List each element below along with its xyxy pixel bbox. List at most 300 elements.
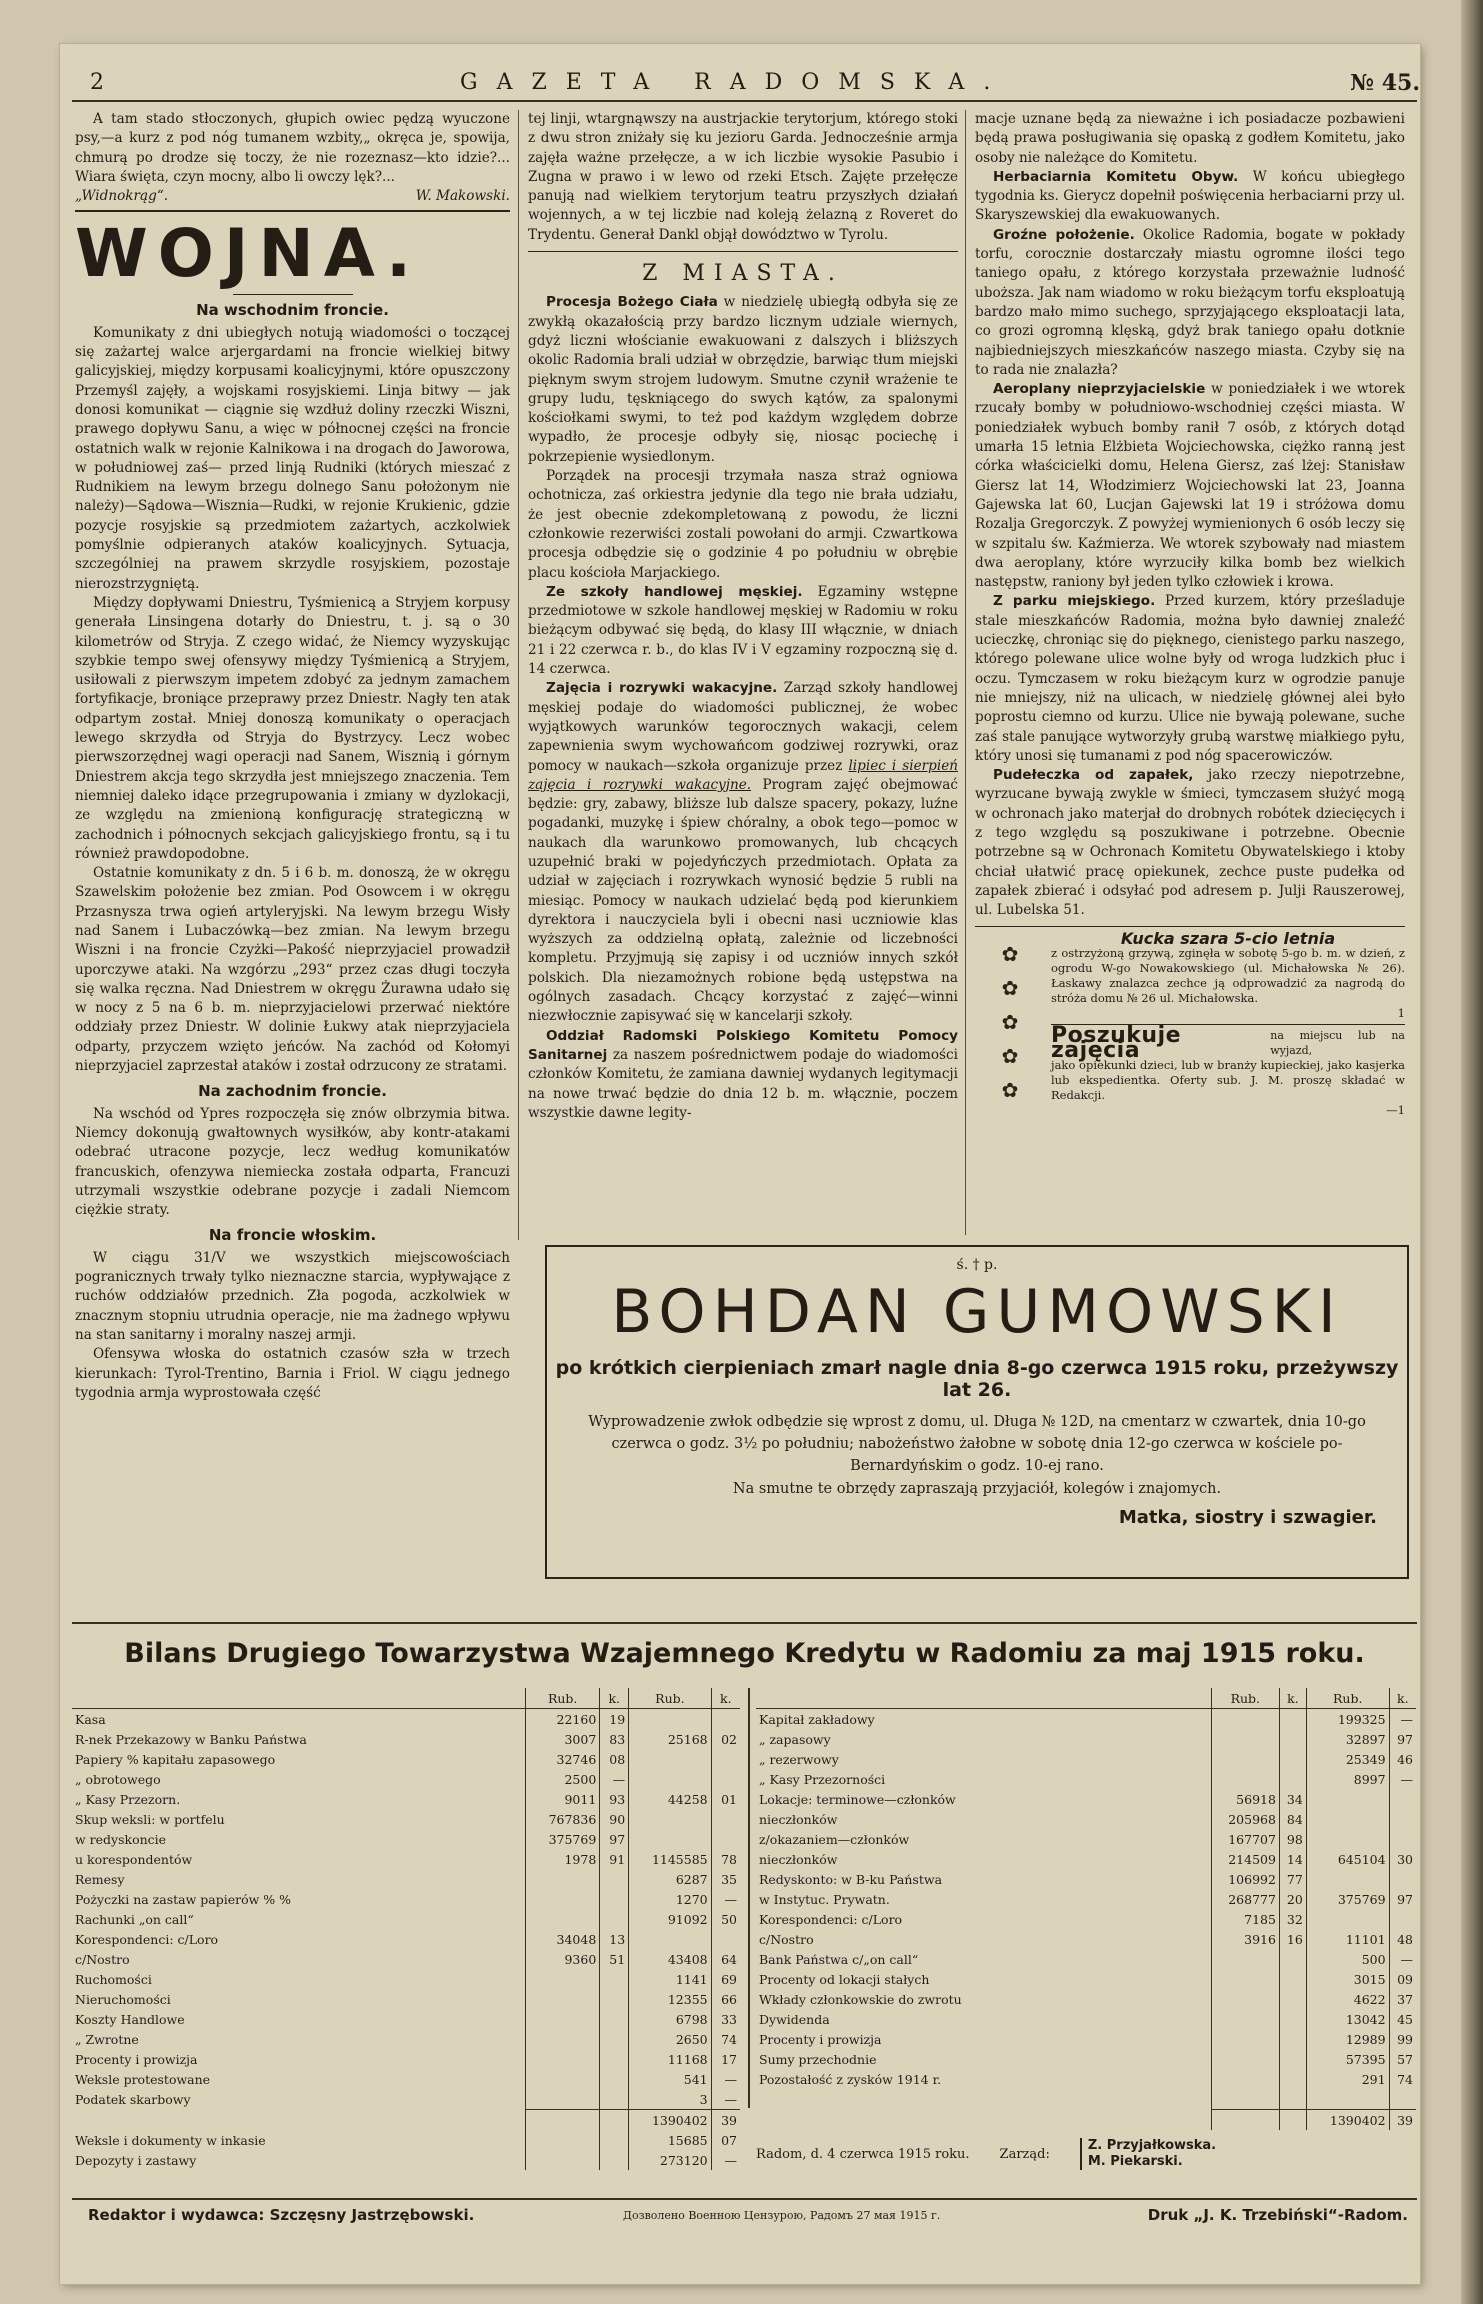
east-paragraph: Między dopływami Dniestru, Tyśmienicą a Stryjem korpusy generała Linsingena dotarły do Dniestru, t. j. są o 30 kilometrów od Stryja. Z czego widać, że Niemcy wyzyskując szybkie tempo swej ofensywy między Tyśmienicą a Stryjem, usiłowali z pierwszym impetem zdobyć za jednym zamachem fortyfikacje, broniące przeprawy przez Dniestr. Nagły ten atak odpartym został. Mniej donoszą komunikaty o operacjach lewego skrzydła od Stryja do Bystrzycy. Lecz wobec pierwszorzędnej wagi operacji nad Sanem, Wisznią i górnym Dniestrem akcja tego skrzydła jest mniejszego znaczenia. Tem niemniej daleko idące przegrupowania i zmiany w dyzlokacji, ze względu na zmienioną konfigurację strategiczną w zachodnich i północnych sekcjach galicyjskiego frontu, są i tu również prawdopodobne. [75,594,510,862]
balance-row [756,1829,1416,1849]
city-italic: lipiec i sierpień zajęcia i rozrywki wakacyjne. [528,757,959,793]
rub-value [1211,2110,1279,2131]
rub-value [1211,2089,1279,2110]
kop-value [1279,2089,1306,2110]
rub-total: 2650 [629,2029,711,2049]
balance-row [756,2049,1416,2069]
kop-total: 33 [711,2009,740,2029]
kop-total [1389,1809,1416,1829]
kop-value: 34 [1279,1789,1306,1809]
rub-value [1211,2049,1279,2069]
k-header: k. [1279,1688,1306,1709]
kop-total: 35 [711,1869,740,1889]
kop-value: — [600,1769,629,1789]
balance-label: Weksle protestowane [75,2071,211,2087]
rub-total: 1145585 [629,1849,711,1869]
balance-row [72,2069,740,2089]
city-paragraph [975,766,1405,920]
balance-label: Podatek skarbowy [75,2091,191,2107]
rub-total: 291 [1306,2069,1389,2089]
rub-value [526,2049,600,2069]
rub-value: 3916 [1211,1929,1279,1949]
rub-total: 32897 [1306,1729,1389,1749]
flower-icon: ✿ [1001,942,1019,967]
kop-total: — [1389,1949,1416,1969]
balance-liabilities [756,1688,1416,2170]
balance-label: Remesy [75,1871,125,1887]
balance-label: nieczłonków [759,1811,838,1827]
balance-label: Depozyty i zastawy [75,2152,197,2168]
classified-ads [975,931,1405,1118]
kop-value [600,2130,629,2150]
kop-value [600,1869,629,1889]
balance-row [756,2069,1416,2089]
rub-value: 9011 [526,1789,600,1809]
rub-total: 25349 [1306,1749,1389,1769]
balance-label: Nieruchomości [75,1991,171,2007]
rub-total [1306,1829,1389,1849]
balance-row [72,1769,740,1789]
kop-value [600,1989,629,2009]
kop-total [711,1829,740,1849]
rub-total: 1141 [629,1969,711,1989]
kop-total: 17 [711,2049,740,2069]
balance-row [72,2089,740,2110]
rub-value [526,2130,600,2150]
page-footer [88,2206,1408,2236]
balance-row [72,1929,740,1949]
kop-total [711,1749,740,1769]
italy-paragraph: Ofensywa włoska do ostatnich czasów szła w trzech kierunkach: Tyrol-Trentino, Barnia i Friol. W ciągu jednego tygodnia armja wyprostowała część [75,1346,510,1401]
board-label: Zarząd: [999,2146,1050,2162]
obituary-line: po krótkich cierpieniach zmarł nagle dnia 8-go czerwca 1915 roku, przeżywszy lat 26. [555,1357,1399,1401]
rub-value [1211,1729,1279,1749]
kop-total: 78 [711,1849,740,1869]
balance-label: Weksle i dokumenty w inkasie [75,2132,266,2148]
rub-total [629,1769,711,1789]
column-divider [518,110,519,1240]
kop-total: 97 [1389,1729,1416,1749]
header-rule [72,100,1417,102]
rub-value [1211,1969,1279,1989]
kop-value: 91 [600,1849,629,1869]
city-lead: Herbaciarnia Komitetu Obyw. [993,168,1239,185]
balance-row [756,1909,1416,1929]
city-heading: Z MIASTA. [642,261,844,287]
rub-total: 12355 [629,1989,711,2009]
kop-value [1279,1989,1306,2009]
assets-table [72,1688,740,2170]
rub-value [526,2110,600,2131]
balance-title: Bilans Drugiego Towarzystwa Wzajemnego Kredytu w Radomiu za maj 1915 roku. [124,1638,1365,1669]
rub-value [1211,1769,1279,1789]
balance-row [756,1769,1416,1789]
balance-label: Procenty od lokacji stałych [759,1971,930,1987]
balance-row [756,1949,1416,1969]
flower-ornament [975,931,1045,1118]
balance-label: c/Nostro [75,1951,130,1967]
balance-label: z/okazaniem—członków [759,1831,910,1847]
flower-icon: ✿ [1001,976,1019,1001]
balance-row [72,1849,740,1869]
rub-value: 268777 [1211,1889,1279,1909]
balance-label: Kasa [75,1711,106,1727]
kop-value: 32 [1279,1909,1306,1929]
kop-value [600,2110,629,2131]
balance-label: Koszty Handlowe [75,2011,185,2027]
city-text: Program zajęć obejmować będzie: gry, zabawy, bliższe lub dalsze spacery, pokazy, luźne pogadanki, muzykę i śpiew chóralny, a obok tego—pomoc w naukach dla warunkowo promowanych, lub chcących uzupełnić braki w pojedyńczych przedmiotach. Opłata za udział w zajęciach i rozrywkach wynosić będzie 5 rubli na miesiąc. Pomocy w naukach udzielać będą pod kierunkiem dyrektora i nauczyciela byli i obecni nasi uczniowie klas wyższych za oddzielną opłatą, zależnie od liczebności kompletu. Przyjmują się zapisy i od uczniów innych szkół polskich. Dla niezamożnych robione będą ustępstwa na ogólnych zasadach. Chcący korzystać z zajęć—winni niezwłocznie zapisywać się w kancelarji szkoły. [528,776,958,1025]
rub-value [526,1889,600,1909]
kop-value: 77 [1279,1869,1306,1889]
city-lead: Groźne położenie. [993,226,1135,243]
balance-row [72,2130,740,2150]
rub-total: 25168 [629,1729,711,1749]
rub-total [1306,2089,1389,2110]
city-text: Zarząd szkoły handlowej męskiej podaje do wiadomości publicznej, że wobec wyjątkowych warunków tegorocznych wakacji, celem zapewnienia swym wychowańcom godziwej rozrywki, oraz pomocy w naukach—szkoła organizuje przez [528,680,958,774]
balance-label: Dywidenda [759,2011,830,2027]
rub-value: 9360 [526,1949,600,1969]
west-front-heading: Na zachodnim froncie. [198,1082,387,1101]
kop-total [711,1809,740,1829]
balance-row [72,1969,740,1989]
rub-value: 7185 [1211,1909,1279,1929]
printer-credit: Druk „J. K. Trzebiński“-Radom. [1147,2206,1408,2224]
rub-header: Rub. [526,1688,600,1709]
obituary-cross: ś. † p. [956,1257,998,1273]
city-text: za naszem pośrednictwem podaje do wiadomości członków Komitetu, że zamiana dawniej wydanych legitymacji na nowe trwać będzie do dnia 12 b. m. włącznie, poczem wszystkie dawne legity- [528,1046,958,1121]
kop-total: 30 [1389,1849,1416,1869]
city-continuation: macje uznane będą za nieważne i ich posiadacze pozbawieni będą prawa posługiwania się opaską z godłem Komitetu, jako osoby nie należące do Komitetu. [975,111,1405,166]
kop-total [1389,1789,1416,1809]
job-ad-text: jako opiekunki dzieci, lub w branży kupieckiej, jako kasjerka lub ekspedientka. Oferty sub. J. M. proszę składać w Redakcji. [1051,1058,1405,1103]
balance-row [72,2049,740,2069]
kop-value: 14 [1279,1849,1306,1869]
newspaper-title: GAZETA RADOMSKA. [460,70,1010,95]
war-continuation: tej linji, wtargnąwszy na austrjackie terytorjum, którego stoki z dwu stron zniżały się ku jezioru Garda. Jednocześnie armja zajęła ważne przełęcze, a w ich liczbie wysokie Pasubio i Zugna w prawo i w lewo od rzeki Etsch. Zajęte przełęcze panują nad wielkiem terytorjum teatru przyszłych działań wojennych, a w tej liczbie nad koleją żelazną z Roveret do Trydentu. Generał Dankl objął dowództwo w Tyrolu. [528,111,958,243]
balance-date: Radom, d. 4 czerwca 1915 roku. [756,2146,970,2162]
balance-row [756,2029,1416,2049]
rub-value [1211,2029,1279,2049]
rub-total [629,1709,711,1730]
poem-source: „Widnokrąg“. [75,188,169,205]
city-text: w poniedziałek i we wtorek rzucały bomby w południowo-wschodniej części miasta. W poniedziałek wybuch bomby ranił 7 osób, z których dotąd umarła 15 letnia Elżbieta Wojciechowska, ciężko ranną jest córka właścicielki domu, Helena Giersz, zaś lżej: Stanisław Giersz lat 14, Włodzimierz Wojciechowski lat 23, Joanna Gajewska lat 60, Lucjan Gajewski lat 19 i stróżowa domu Rozalja Gregorczyk. Z powyżej wymienionych 6 osób leczy się w szpitalu św. Kaźmierza. We wtorek szybowały nad miastem dwa aeroplany, które wyrzuciły kilka bomb bez wielkich następstw, raniony był jeden tylko człowiek i krowa. [975,381,1405,591]
balance-row [72,1869,740,1889]
rub-total: 541 [629,2069,711,2089]
kop-total: 45 [1389,2009,1416,2029]
rub-value: 34048 [526,1929,600,1949]
balance-row [72,1709,740,1730]
rub-total: 1390402 [629,2110,711,2131]
obituary-signature: Matka, siostry i szwagier. [1118,1507,1377,1528]
balance-label: Lokacje: terminowe—członków [759,1791,956,1807]
rub-header: Rub. [629,1688,711,1709]
flower-icon: ✿ [1001,1078,1019,1103]
obituary-invite: Na smutne te obrzędy zapraszają przyjaciół, kolegów i znajomych. [732,1481,1222,1497]
balance-label: w redyskoncie [75,1831,167,1847]
rub-total [1306,1809,1389,1829]
column-1 [75,110,510,1403]
flower-icon: ✿ [1001,1044,1019,1069]
balance-label [756,2089,1211,2110]
rub-total: 8997 [1306,1769,1389,1789]
city-paragraph: Porządek na procesji trzymała nasza straż ogniowa ochotnicza, zaś orkiestra jedynie dla tego nie brała udziału, że jest obecnie zdekompletowaną z powodu, że liczni członkowie rezerwiści zostali powołani do armji. Czwartkowa procesja odbędzie się o godzinie 4 po południu w obrębie placu kościoła Marjackiego. [528,468,958,581]
balance-divider [748,1688,750,2108]
obituary-funeral: Wyprowadzenie zwłok odbędzie się wprost z domu, ul. Długa № 12D, na cmentarz w czwartek, dnia 10-go czerwca o godz. 3½ po południu; nabożeństwo żałobne w sobotę dnia 12-go czerwca w kościele po-Bernardyńskim o godz. 10-ej rano. [588,1414,1366,1474]
balance-row [72,2110,740,2131]
rub-total: 1270 [629,1889,711,1909]
east-paragraph: Ostatnie komunikaty z dn. 5 i 6 b. m. donoszą, że w okręgu Szawelskim położenie bez zmian. Pod Osowcem i w okręgu Przasnysza trwa ogień artyleryjski. Na lewym brzegu Wisły nad Sanem i Lubaczówką—bez zmian. Na lewym brzegu Wiszni i na froncie Czyżki—Pakość nieprzyjaciel prowadził uporczywe ataki. Na wzgórzu „293“ przez czas długi toczyła się walka ręczna. Nad Dniestrem w okręgu Żurawna udało się w nocy z 5 na 6 b. m. nieprzyjacielowi przerwać niektóre oddziały przez Dniestr. W dolinie Łukwy atak nieprzyjaciela odparty, przyczem wzięto jeńców. Na zachód od Kołomyi nieprzyjaciel zaprzestał ataków i został odrzucony ze stratami. [75,865,510,1075]
rub-value: 56918 [1211,1789,1279,1809]
board-names [1080,2138,1216,2170]
city-text: Okolice Radomia, bogate w pokłady torfu, corocznie dostarczały miastu ogromne ilości tego taniego opału, z którego korzystała przeważnie ludność uboższa. Jak nam wiadomo w roku bieżącym torfu eksploatują bardzo mało mimo suchego, sprzyjającego eksploatacji lata, co grozi ogromną klęską, gdyż brak taniego opału dotknie najbiedniejszych mieszkańców naszego miasta. Czyby się na to rada nie znalazła? [975,226,1405,378]
rub-value [1211,1949,1279,1969]
rub-value [526,1969,600,1989]
balance-row [72,1789,740,1809]
rub-total [629,1929,711,1949]
kop-value: 51 [600,1949,629,1969]
kop-total: 01 [711,1789,740,1809]
column-2 [528,110,958,1123]
kop-value [600,1969,629,1989]
kop-total [1389,1829,1416,1849]
rub-total [629,1809,711,1829]
rub-header: Rub. [1211,1688,1279,1709]
balance-row [756,1789,1416,1809]
balance-label: Pozostałość z zysków 1914 r. [759,2071,942,2087]
kop-total: 02 [711,1729,740,1749]
kop-value [1279,2110,1306,2131]
balance-row [756,1709,1416,1730]
rub-value: 1978 [526,1849,600,1869]
rub-value [1211,1989,1279,2009]
kop-total: 74 [1389,2069,1416,2089]
rub-total [1306,1869,1389,1889]
lost-hen-text: z ostrzyżoną grzywą, zginęła w sobotę 5-go b. m. w dzień, z ogrodu W-go Nowakowskiego (ul. Michałowska № 26). Łaskawy znalazca zechce ją odprowadzić za nagrodą do stróża domu № 26 ul. Michałowska. [1051,946,1405,1006]
kop-value [600,2089,629,2110]
kop-value [600,1889,629,1909]
balance-label: „ rezerwowy [759,1751,839,1767]
job-ad-side: na miejscu lub na wyjazd, [1270,1029,1405,1058]
kop-total: 69 [711,1969,740,1989]
balance-label: u korespondentów [75,1851,193,1867]
balance-label: Kapitał zakładowy [759,1711,875,1727]
city-paragraph [528,583,958,679]
editor-credit: Redaktor i wydawca: Szczęsny Jastrzębowski. [88,2206,475,2224]
balance-row [72,1909,740,1929]
page-header [90,70,1420,98]
balance-row [72,1949,740,1969]
rub-value [526,2089,600,2110]
balance-row [756,1989,1416,2009]
city-paragraph [975,380,1405,592]
rub-value [1211,2069,1279,2089]
balance-row [72,1989,740,2009]
city-paragraph [528,293,958,467]
kop-value [600,2029,629,2049]
balance-label: Wkłady członkowskie do zwrotu [759,1991,962,2007]
city-text: Przed kurzem, który prześladuje stale mieszkańców Radomia, można było dawniej znaleźć ucieczkę, chroniąc się do pięknego, cienistego parku naszego, którego polewane ulice wolne były od wroga ludzkich płuc i oczu. Tymczasem w roku bieżącym kurz w ogrodzie panuje nie mniejszy, niż na ulicach, w niedzielę głównej alei było poprostu ciemno od kurzu. Ulice nie bywają polewane, suche zaś stale panujące wytworzyły grubą warstwę miałkiego pyłu, który unosi się tumanami z pod nóg spacerowiczów. [975,593,1405,764]
balance-label [756,2110,1211,2131]
kop-value [1279,2029,1306,2049]
balance-signature [756,2138,1416,2170]
kop-value [1279,1709,1306,1730]
rub-total: 43408 [629,1949,711,1969]
kop-total: 48 [1389,1929,1416,1949]
board-member: Z. Przyjałkowska. [1087,2138,1217,2153]
job-ad-title: Poszukuje zajęcia [1051,1023,1182,1064]
city-lead: Procesja Bożego Ciała [546,294,718,311]
kop-total: 46 [1389,1749,1416,1769]
kop-value: 98 [1279,1829,1306,1849]
separator [75,210,510,212]
rub-header: Rub. [1306,1688,1389,1709]
balance-label: Pożyczki na zastaw papierów % % [75,1891,292,1907]
poem-author: W. Makowski. [415,188,510,205]
kop-total: 64 [711,1949,740,1969]
balance-label: „ Zwrotne [75,2031,139,2047]
balance-label: Bank Państwa c/„on call“ [759,1951,919,1967]
rub-value [526,2009,600,2029]
kop-value: 20 [1279,1889,1306,1909]
kop-total: — [711,2069,740,2089]
balance-sheet [72,1688,1417,2169]
city-lead: Pudełeczka od zapałek, [993,767,1194,784]
rub-total: 91092 [629,1909,711,1929]
column-3 [975,110,1405,1118]
war-heading: WOJNA. [75,215,422,293]
rub-value [526,1909,600,1929]
kop-total: 57 [1389,2049,1416,2069]
rub-value: 106992 [1211,1869,1279,1889]
kop-value: 16 [1279,1929,1306,1949]
balance-row [756,2110,1416,2131]
kop-total: 37 [1389,1989,1416,2009]
west-paragraph: Na wschód od Ypres rozpoczęła się znów olbrzymia bitwa. Niemcy dokonują gwałtownych wysiłków, aby kontr-atakami odebrać utracone pozycje, lecz według komunikatów francuskich, ofenzywa niemiecka została odparta, Francuzi utrzymali wszystkie odebrane pozycje i zadali Niemcom ciężkie straty. [75,1105,510,1219]
rub-total: 11168 [629,2049,711,2069]
city-lead: Aeroplany nieprzyjacielskie [993,381,1206,398]
kop-total [1389,2089,1416,2110]
rub-total: 273120 [629,2150,711,2170]
italy-paragraph: W ciągu 31/V we wszystkich miejscowościach pogranicznych trwały tylko nieznaczne starcia, wypływające z ruchów oddziałów przednich. Zła pogoda, aczkolwiek w znacznym stopniu utrudnia operacje, nie ma żadnego wpływu na stan sanitarny i moralny naszej armji. [75,1249,510,1343]
balance-label: w Instytuc. Prywatn. [759,1891,890,1907]
balance-assets [72,1688,740,2170]
city-paragraph [975,592,1405,766]
footer-rule [72,2198,1417,2200]
east-front-heading: Na wschodnim froncie. [196,301,389,320]
kop-total: — [1389,1709,1416,1730]
balance-label: Procenty i prowizja [75,2051,198,2067]
obituary-notice [545,1245,1409,1579]
rub-total: 6287 [629,1869,711,1889]
balance-row [72,1809,740,1829]
rub-value [1211,1709,1279,1730]
kop-value [1279,1969,1306,1989]
kop-value [1279,1769,1306,1789]
kop-value [1279,2069,1306,2089]
balance-label: Ruchomości [75,1971,152,1987]
kop-value: 19 [600,1709,629,1730]
kop-value [600,1909,629,1929]
balance-row [72,1729,740,1749]
kop-total: — [711,1889,740,1909]
city-text: W końcu ubiegłego tygodnia ks. Gierycz dopełnił poświęcenia herbaciarni przy ul. Skaryszewskiej dla ewakuowanych. [975,168,1405,224]
balance-row [756,2089,1416,2110]
city-lead: Z parku miejskiego. [993,593,1156,610]
poem-signature [75,187,510,206]
rub-total: 12989 [1306,2029,1389,2049]
rub-total: 1390402 [1306,2110,1389,2131]
obituary-name: BOHDAN GUMOWSKI [611,1277,1343,1347]
page-edge [1461,0,1483,2304]
rub-total: 199325 [1306,1709,1389,1730]
board-member: M. Piekarski. [1087,2154,1183,2169]
balance-row [756,1929,1416,1949]
rub-total [1306,1789,1389,1809]
kop-value: 90 [600,1809,629,1829]
kop-value: 84 [1279,1809,1306,1829]
kop-total: 39 [711,2110,740,2131]
rub-value [1211,1749,1279,1769]
balance-label: Korespondenci: c/Loro [759,1911,903,1927]
rub-value: 767836 [526,1809,600,1829]
rub-value: 32746 [526,1749,600,1769]
balance-row [72,2029,740,2049]
kop-total: 50 [711,1909,740,1929]
rub-total: 11101 [1306,1929,1389,1949]
rub-total [1306,1909,1389,1929]
kop-value [600,2069,629,2089]
rub-value [526,2069,600,2089]
balance-label: R-nek Przekazowy w Banku Państwa [75,1731,307,1747]
kop-value [1279,1729,1306,1749]
balance-label: c/Nostro [759,1931,814,1947]
rub-value [526,1989,600,2009]
kop-total: 99 [1389,2029,1416,2049]
kop-value: 83 [600,1729,629,1749]
rub-total [629,1829,711,1849]
kop-value: 08 [600,1749,629,1769]
k-header: k. [1389,1688,1416,1709]
kop-value: 97 [600,1829,629,1849]
kop-total: 66 [711,1989,740,2009]
balance-label: nieczłonków [759,1851,838,1867]
balance-row [756,1749,1416,1769]
job-ad-number: —1 [1386,1103,1405,1118]
kop-total [1389,1909,1416,1929]
kop-total [711,1709,740,1730]
city-text: jako rzeczy niepotrzebne, wyrzucane bywają zwykle w śmieci, tymczasem służyć mogą w ochronach jako materjał do drobnych robótek dziecięcych i z tego względu są poszukiwane i potrzebne. Obecnie potrzebne są w Ochronach Komitetu Obywatelskiego i ktoby chciał ułatwić pracę opiekunek, zechce puste pudełka od zapałek zbierać i odsyłać pod adresem p. Julji Rauszerowej, ul. Lubelska 51. [975,767,1406,919]
rub-value: 2500 [526,1769,600,1789]
balance-label: Procenty i prowizja [759,2031,882,2047]
kop-value [1279,1749,1306,1769]
rub-total: 4622 [1306,1989,1389,2009]
kop-total: 97 [1389,1889,1416,1909]
label-header [756,1688,1211,1709]
rub-value [526,2029,600,2049]
kop-total [711,1929,740,1949]
rub-total: 500 [1306,1949,1389,1969]
balance-label: Skup weksli: w portfelu [75,1811,225,1827]
rub-value: 167707 [1211,1829,1279,1849]
rub-value: 22160 [526,1709,600,1730]
rub-total: 645104 [1306,1849,1389,1869]
kop-total: — [1389,1769,1416,1789]
flower-icon: ✿ [1001,1010,1019,1035]
balance-label: Korespondenci: c/Loro [75,1931,219,1947]
city-lead: Ze szkoły handlowej męskiej. [546,583,803,600]
kop-value [600,2150,629,2170]
balance-row [72,2009,740,2029]
